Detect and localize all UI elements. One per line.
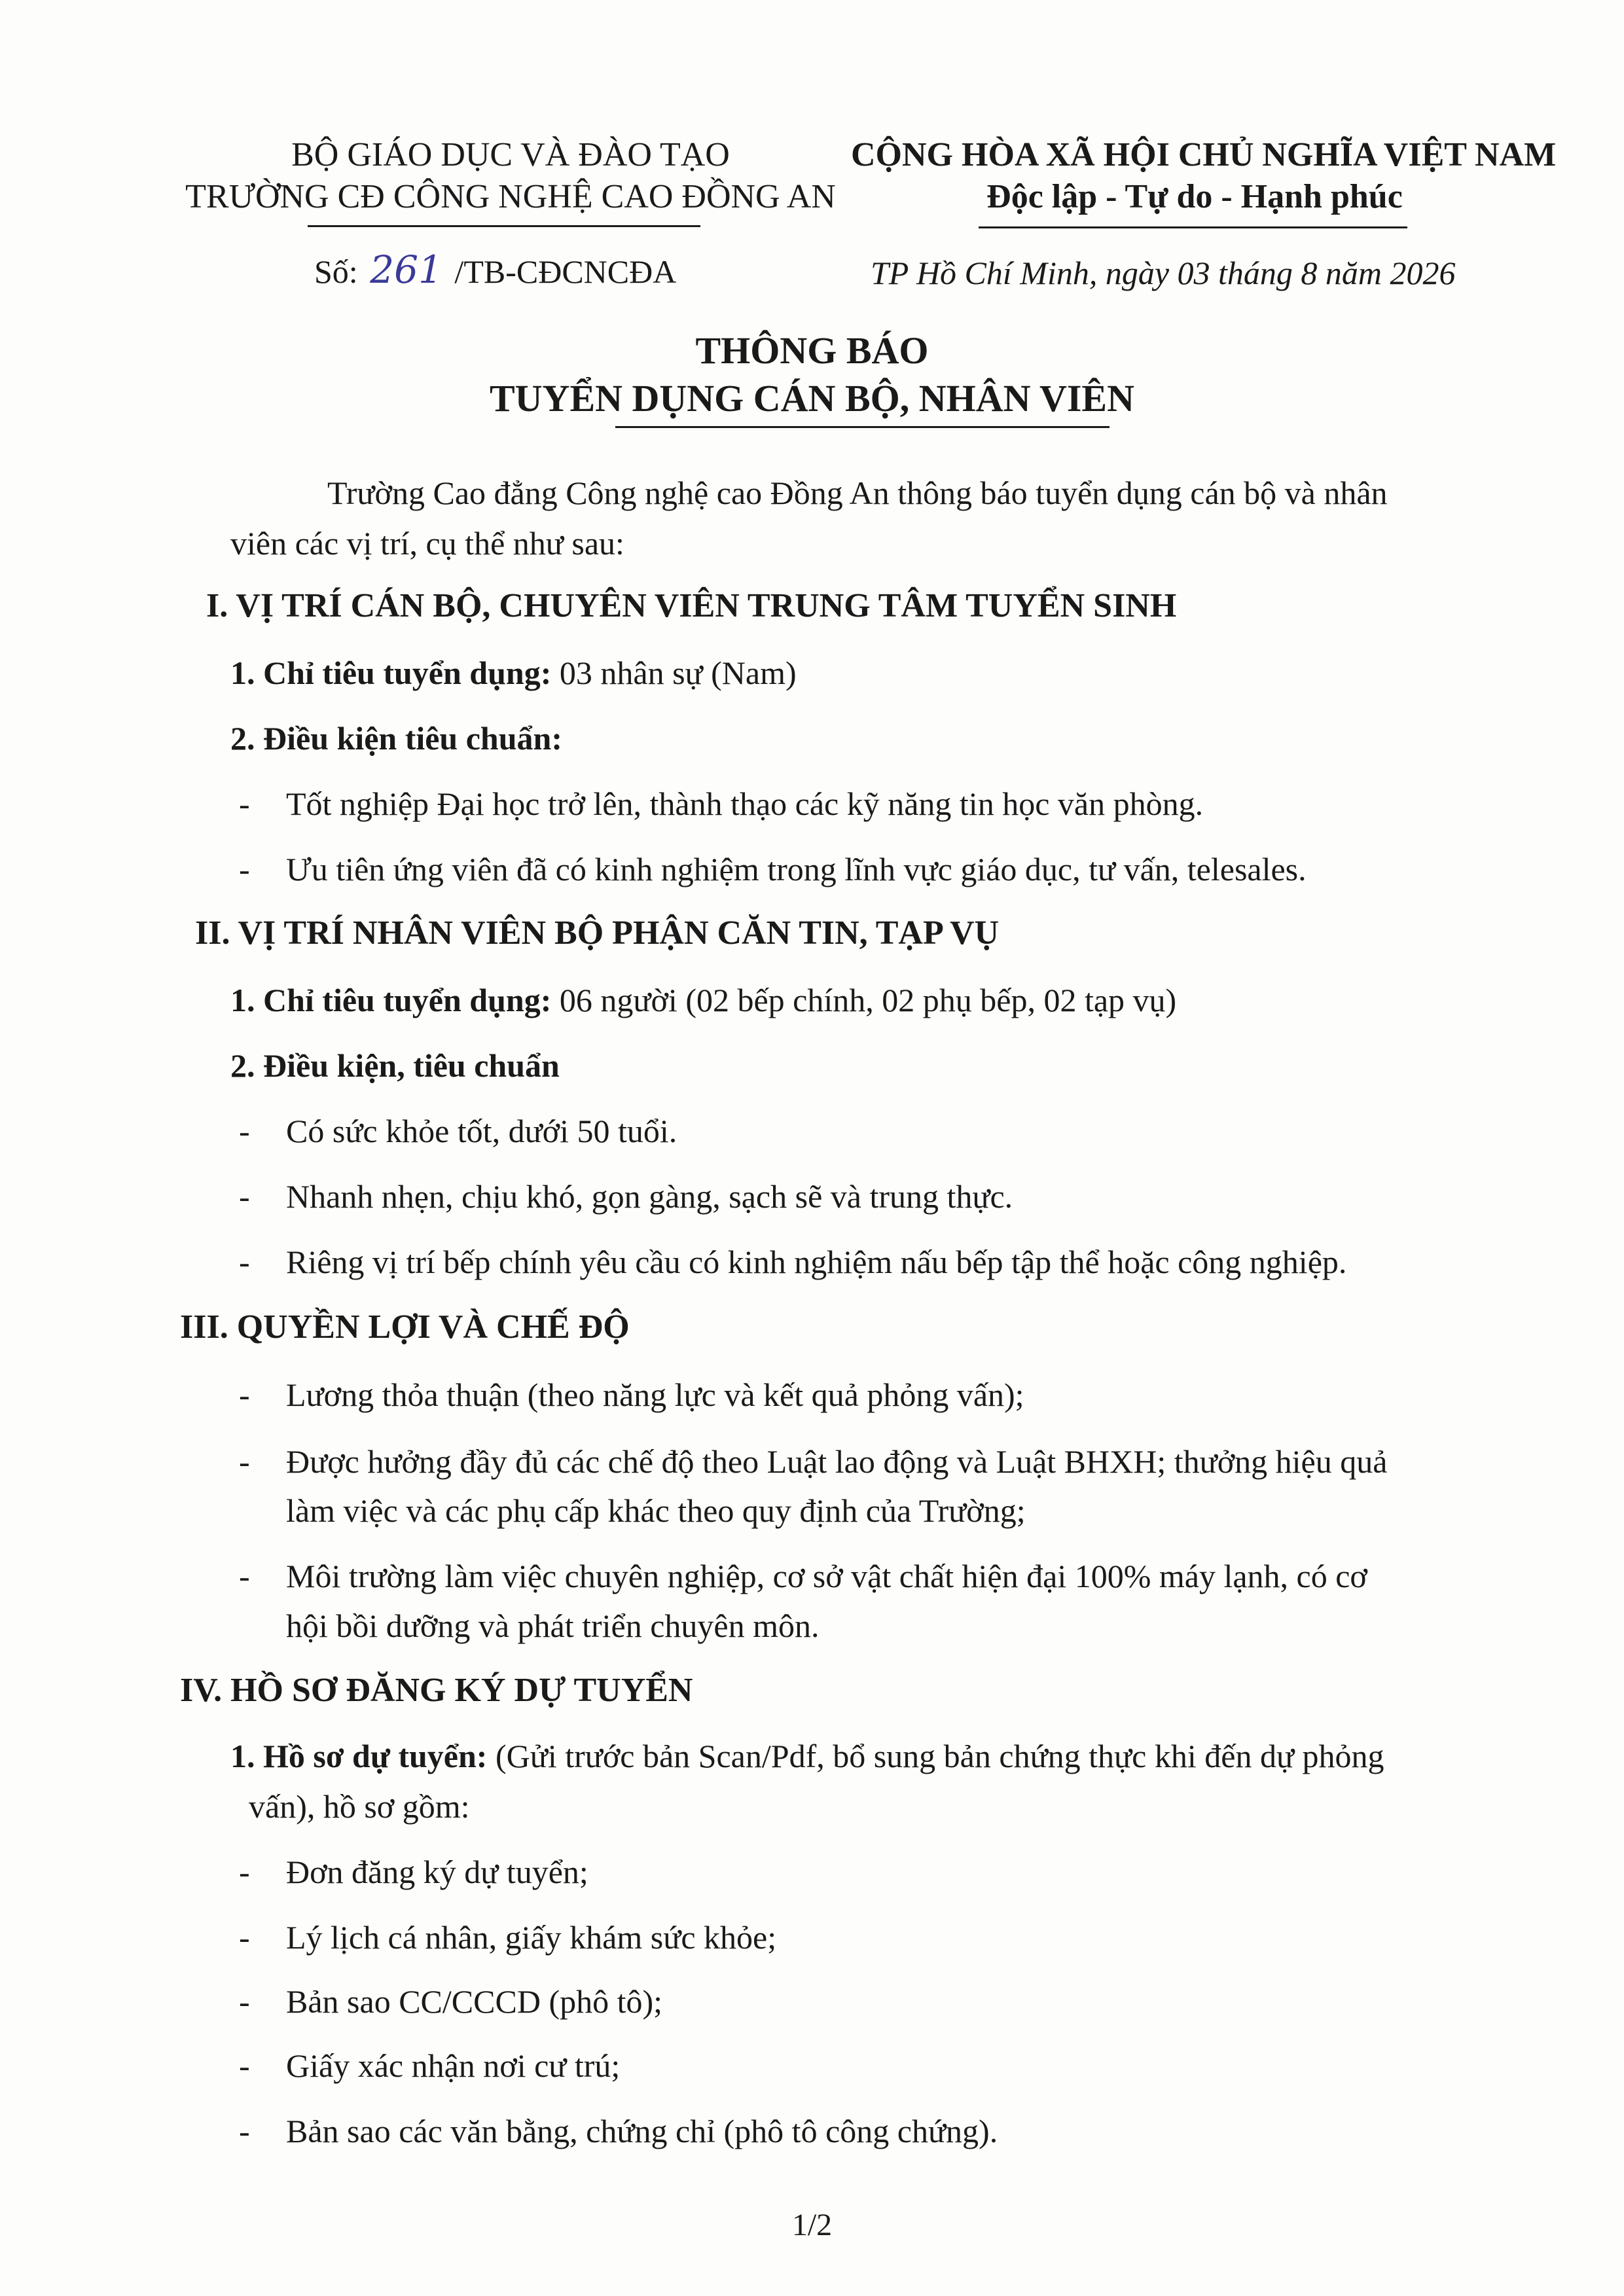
section-1-quota bbox=[230, 648, 797, 698]
bullet-dash: - bbox=[239, 1854, 250, 1890]
list-item-text: Môi trường làm việc chuyên nghiệp, cơ sở vật chất hiện đại 100% máy lạnh, có cơ bbox=[286, 1558, 1367, 1594]
document-title: THÔNG BÁO bbox=[695, 329, 929, 372]
doc-no-label: Số: bbox=[314, 253, 358, 290]
bullet-dash: - bbox=[239, 2047, 250, 2084]
section-1-heading: I. VỊ TRÍ CÁN BỘ, CHUYÊN VIÊN TRUNG TÂM TUYỂN SINH bbox=[206, 587, 1177, 624]
list-item-text: Bản sao các văn bằng, chứng chỉ (phô tô công chứng). bbox=[286, 2113, 998, 2149]
bullet-dash: - bbox=[239, 1178, 250, 1215]
section-3-heading: III. QUYỀN LỢI VÀ CHẾ ĐỘ bbox=[180, 1308, 630, 1346]
requirements-label: 2. Điều kiện tiêu chuẩn: bbox=[230, 720, 563, 757]
issuer-block bbox=[151, 134, 871, 218]
intro-line-2: viên các vị trí, cụ thể như sau: bbox=[230, 525, 624, 562]
doc-no-handwritten: 261 bbox=[370, 247, 442, 292]
bullet-dash: - bbox=[239, 2113, 250, 2149]
quota-value: 06 người (02 bếp chính, 02 phụ bếp, 02 tạp vụ) bbox=[551, 982, 1177, 1018]
documents-note-continuation: vấn), hồ sơ gồm: bbox=[249, 1788, 470, 1825]
title-underline bbox=[615, 426, 1110, 428]
section-4-heading: IV. HỒ SƠ ĐĂNG KÝ DỰ TUYỂN bbox=[180, 1672, 693, 1709]
list-item-text: Tốt nghiệp Đại học trở lên, thành thạo các kỹ năng tin học văn phòng. bbox=[286, 785, 1204, 822]
quota-label: 1. Chỉ tiêu tuyển dụng: bbox=[230, 982, 552, 1018]
list-item-text: Lý lịch cá nhân, giấy khám sức khỏe; bbox=[286, 1919, 777, 1956]
list-item-text: Riêng vị trí bếp chính yêu cầu có kinh nghiệm nấu bếp tập thể hoặc công nghiệp. bbox=[286, 1244, 1347, 1280]
bullet-dash: - bbox=[239, 1113, 250, 1149]
list-item-text: Giấy xác nhận nơi cư trú; bbox=[286, 2047, 621, 2084]
bullet-dash: - bbox=[239, 1244, 250, 1280]
quota-label: 1. Chỉ tiêu tuyển dụng: bbox=[230, 655, 552, 691]
national-motto: Độc lập - Tự do - Hạnh phúc bbox=[986, 178, 1403, 215]
school-name: TRƯỜNG CĐ CÔNG NGHỆ CAO ĐỒNG AN bbox=[185, 178, 836, 215]
section-2-requirements-label bbox=[230, 1041, 560, 1090]
bullet-dash: - bbox=[239, 851, 250, 888]
list-item-text: Bản sao CC/CCCD (phô tô); bbox=[286, 1983, 663, 2020]
section-4-documents bbox=[230, 1731, 1384, 1781]
section-2-quota bbox=[230, 975, 1176, 1025]
list-item-continuation: hội bồi dưỡng và phát triển chuyên môn. bbox=[286, 1607, 820, 1644]
documents-label: 1. Hồ sơ dự tuyển: bbox=[230, 1738, 488, 1774]
list-item-text: Có sức khỏe tốt, dưới 50 tuổi. bbox=[286, 1113, 677, 1149]
doc-no-suffix: /TB-CĐCNCĐA bbox=[454, 253, 677, 290]
bullet-dash: - bbox=[239, 1443, 250, 1480]
list-item-text: Lương thỏa thuận (theo năng lực và kết quả phỏng vấn); bbox=[286, 1376, 1024, 1413]
intro-line-1: Trường Cao đẳng Công nghệ cao Đồng An thông báo tuyển dụng cán bộ và nhân bbox=[327, 475, 1388, 511]
list-item-text: Nhanh nhẹn, chịu khó, gọn gàng, sạch sẽ và trung thực. bbox=[286, 1178, 1013, 1215]
bullet-dash: - bbox=[239, 1558, 250, 1594]
list-item-text: Ưu tiên ứng viên đã có kinh nghiệm trong lĩnh vực giáo dục, tư vấn, telesales. bbox=[286, 851, 1307, 888]
country-name: CỘNG HÒA XÃ HỘI CHỦ NGHĨA VIỆT NAM bbox=[851, 136, 1557, 173]
issuer-underline bbox=[308, 225, 700, 227]
bullet-dash: - bbox=[239, 1919, 250, 1956]
documents-note: (Gửi trước bản Scan/Pdf, bổ sung bản chứng thực khi đến dự phỏng bbox=[487, 1738, 1384, 1774]
requirements-label: 2. Điều kiện, tiêu chuẩn bbox=[230, 1047, 560, 1084]
ministry-name: BỘ GIÁO DỤC VÀ ĐÀO TẠO bbox=[291, 136, 730, 173]
document-date: TP Hồ Chí Minh, ngày 03 tháng 8 năm 2026 bbox=[871, 255, 1456, 291]
motto-underline bbox=[979, 226, 1407, 228]
bullet-dash: - bbox=[239, 785, 250, 822]
section-1-requirements-label bbox=[230, 713, 562, 763]
quota-value: 03 nhân sự (Nam) bbox=[551, 655, 797, 691]
section-2-heading: II. VỊ TRÍ NHÂN VIÊN BỘ PHẬN CĂN TIN, TẠP VỤ bbox=[195, 914, 1000, 952]
document-subtitle: TUYỂN DỤNG CÁN BỘ, NHÂN VIÊN bbox=[489, 377, 1134, 420]
bullet-dash: - bbox=[239, 1376, 250, 1413]
bullet-dash: - bbox=[239, 1983, 250, 2020]
document-number bbox=[314, 249, 676, 293]
list-item-continuation: làm việc và các phụ cấp khác theo quy định của Trường; bbox=[286, 1492, 1026, 1529]
page-number: 1/2 bbox=[791, 2208, 833, 2242]
national-motto-block bbox=[851, 134, 1557, 218]
list-item-text: Đơn đăng ký dự tuyển; bbox=[286, 1854, 588, 1890]
list-item-text: Được hưởng đầy đủ các chế độ theo Luật lao động và Luật BHXH; thưởng hiệu quả bbox=[286, 1443, 1388, 1480]
